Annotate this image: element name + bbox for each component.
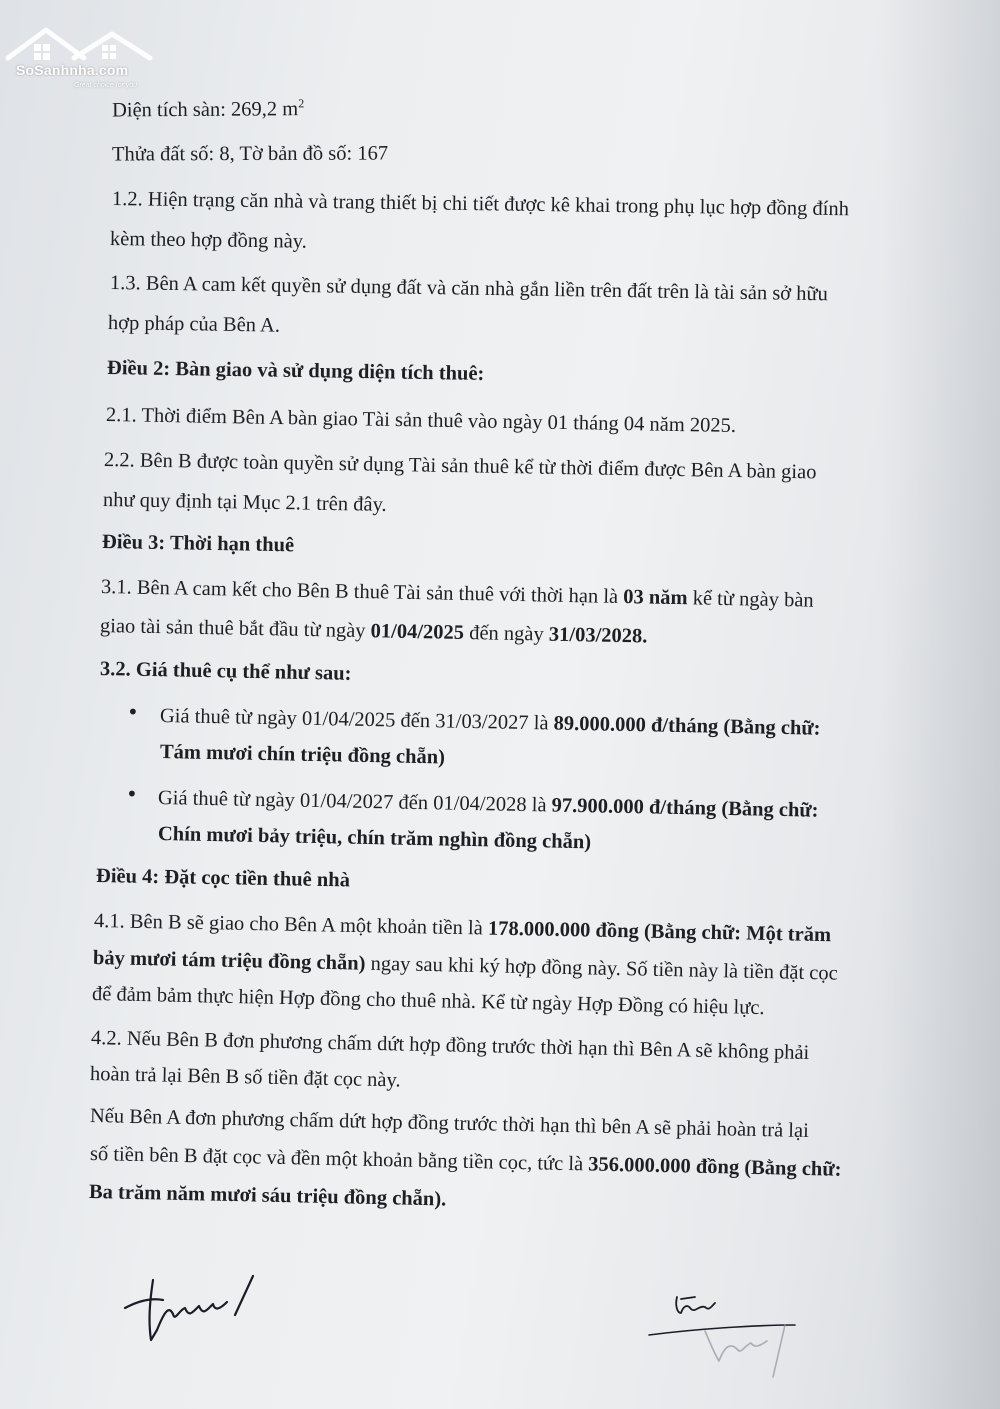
- article-3-heading: Điều 3: Thời hạn thuê: [101, 531, 295, 557]
- clause-4-1-line-2: bảy mươi tám triệu đồng chẵn) ngay sau khi ký hợp đồng này. Số tiền này là tiền đặt cọc: [92, 947, 838, 985]
- price-item-1-line-1: Giá thuê từ ngày 01/04/2025 đến 31/03/2027 là 89.000.000 đ/tháng (Bằng chữ:: [159, 705, 821, 740]
- clause-4-1-line-1: 4.1. Bên B sẽ giao cho Bên A một khoản tiền là 178.000.000 đồng (Bằng chữ: Một trăm: [93, 910, 832, 947]
- clause-1-2-line-2: kèm theo hợp đồng này.: [109, 228, 307, 253]
- clause-4-2-line-1: 4.2. Nếu Bên B đơn phương chấm dứt hợp đồng trước thời hạn thì Bên A sẽ không phải: [90, 1027, 810, 1065]
- clause-1-3-line-1: 1.3. Bên A cam kết quyền sử dụng đất và căn nhà gắn liền trên đất trên là tài sản sở hữu: [109, 272, 829, 306]
- article-2-heading: Điều 2: Bàn giao và sử dụng diện tích thuê:: [106, 357, 485, 385]
- clause-2-2-line-2: như quy định tại Mục 2.1 trên đây.: [102, 489, 387, 516]
- article-4-heading: Điều 4: Đặt cọc tiền thuê nhà: [95, 865, 351, 892]
- watermark-tagline: Great choice for you: [74, 82, 138, 89]
- price-item-2-line-1: Giá thuê từ ngày 01/04/2027 đến 01/04/2028 là 97.900.000 đ/tháng (Bằng chữ:: [157, 787, 819, 822]
- clause-3-2-heading: 3.2. Giá thuê cụ thể như sau:: [99, 658, 352, 685]
- bullet-icon: •: [127, 700, 139, 724]
- price-item-2-line-2: Chín mươi bảy triệu, chín trăm nghìn đồng chẵn): [157, 823, 592, 854]
- clause-4-3-line-2: số tiền bên B đặt cọc và đền một khoản bằng tiền cọc, tức là 356.000.000 đồng (Bằng chữ:: [89, 1143, 842, 1181]
- floor-area-line: Diện tích sàn: 269,2 $m^2$: [111, 96, 305, 122]
- clause-2-2-line-1: 2.2. Bên B được toàn quyền sử dụng Tài sản thuê kể từ thời điểm được Bên A bàn giao: [103, 449, 817, 484]
- clause-4-3-line-3: Ba trăm năm mươi sáu triệu đồng chẵn).: [88, 1181, 447, 1211]
- clause-1-3-line-2: hợp pháp của Bên A.: [107, 312, 281, 337]
- plot-line: Thửa đất số: 8, Tờ bản đồ số: 167: [111, 142, 389, 166]
- signature-party-b: [645, 1285, 845, 1385]
- clause-2-1-line: 2.1. Thời điểm Bên A bàn giao Tài sản thuê vào ngày 01 tháng 04 năm 2025.: [105, 404, 737, 437]
- clause-3-1-line-1: 3.1. Bên A cam kết cho Bên B thuê Tài sản thuê với thời hạn là 03 năm kể từ ngày bàn: [100, 576, 814, 612]
- clause-4-3-line-1: Nếu Bên A đơn phương chấm dứt hợp đồng trước thời hạn thì bên A sẽ phải hoàn trả lại: [89, 1105, 810, 1143]
- bullet-icon: •: [126, 782, 138, 806]
- price-item-1-line-2: Tám mươi chín triệu đồng chẵn): [159, 741, 446, 769]
- clause-1-2-line-1: 1.2. Hiện trạng căn nhà và trang thiết bị chi tiết được kê khai trong phụ lục hợp đồng đính: [111, 188, 850, 221]
- clause-3-1-line-2: giao tài sản thuê bắt đầu từ ngày 01/04/2025 đến ngày 31/03/2028.: [99, 615, 648, 648]
- clause-4-2-line-2: hoàn trả lại Bên B số tiền đặt cọc này.: [89, 1063, 401, 1092]
- clause-4-1-line-3: để đảm bảm thực hiện Hợp đồng cho thuê nhà. Kể từ ngày Hợp Đồng có hiệu lực.: [91, 983, 765, 1020]
- signature-party-a: [115, 1270, 265, 1360]
- watermark-brand: SoSanhnha.com: [16, 62, 129, 78]
